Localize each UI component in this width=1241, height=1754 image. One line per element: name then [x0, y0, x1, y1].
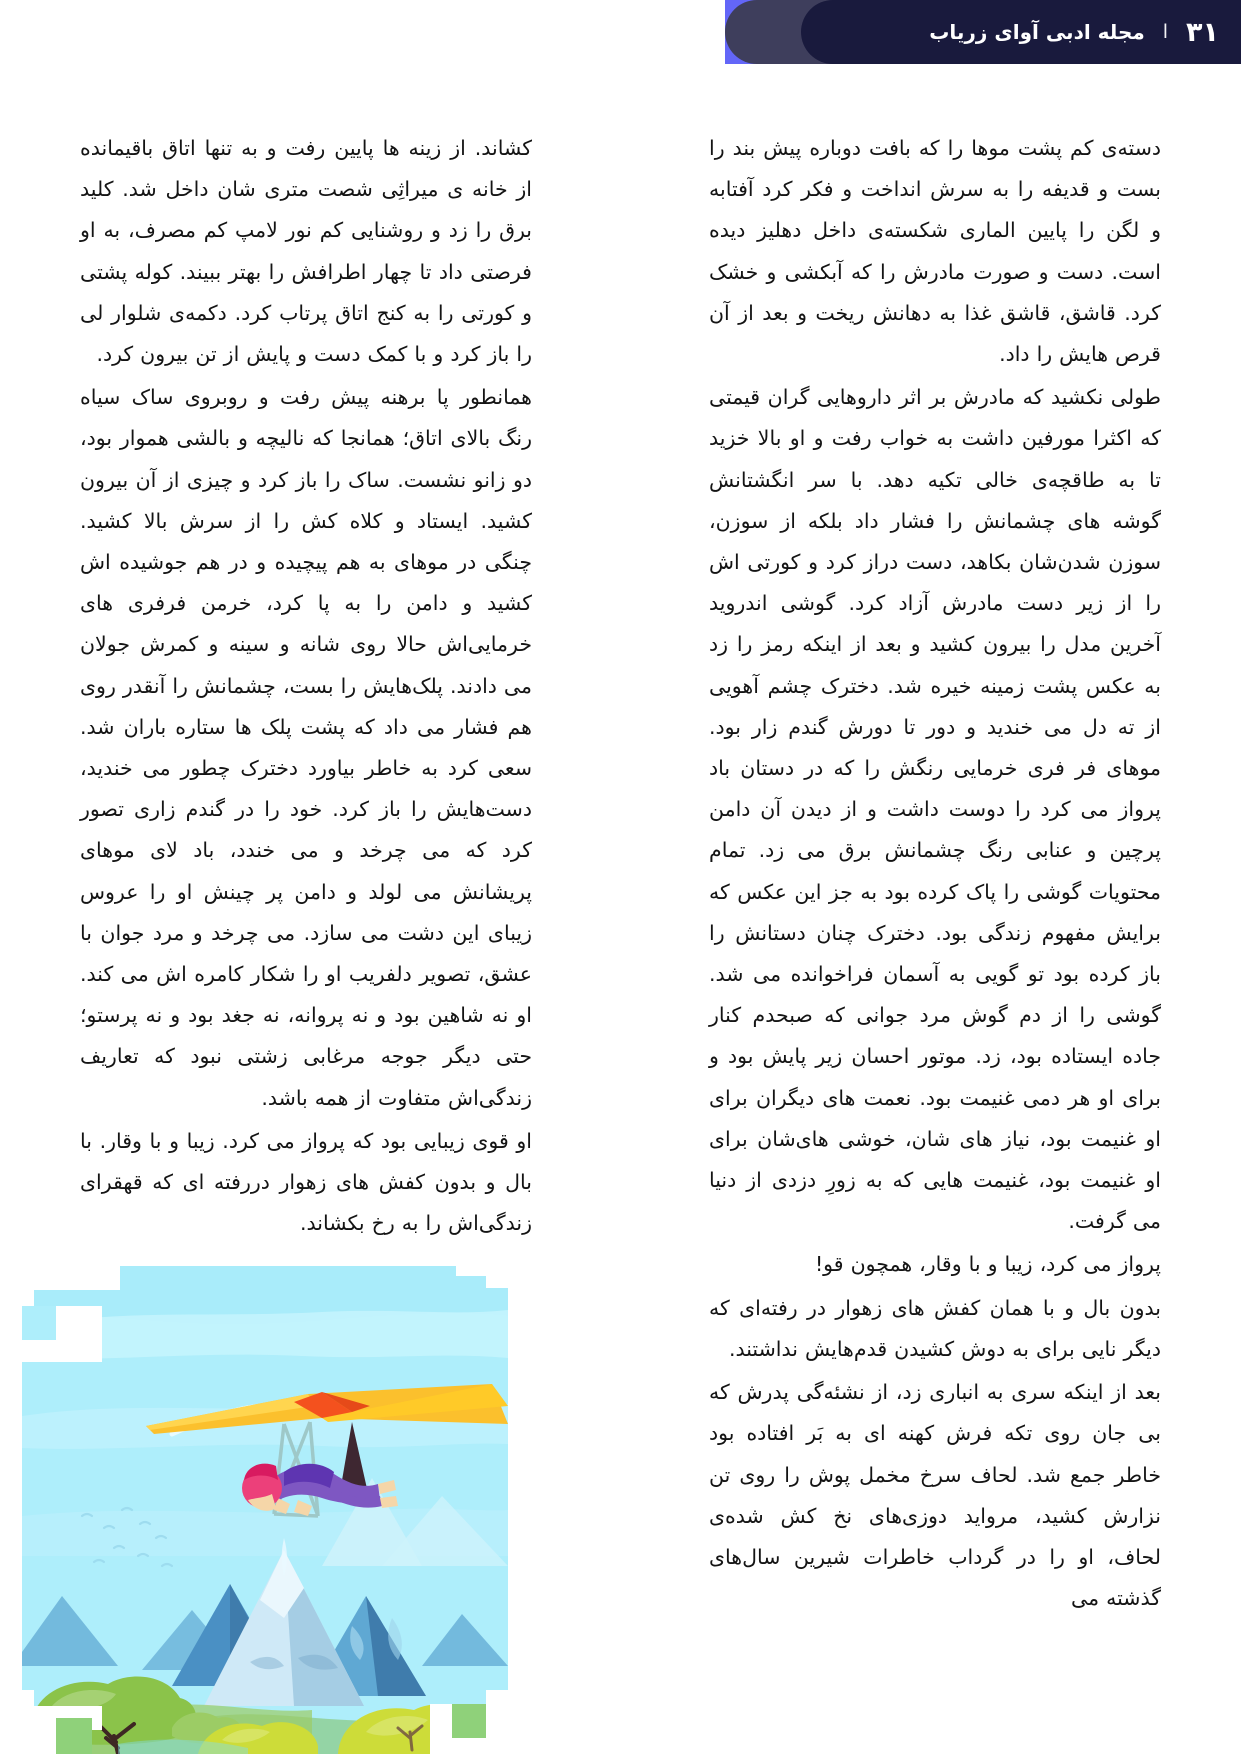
corner-accent-square-bottom-right [452, 1704, 486, 1738]
page-header-banner [725, 0, 1241, 64]
column-left [80, 128, 532, 1246]
paragraph: همانطور پا برهنه پیش رفت و روبروی ساک سیاه رنگ بالای اتاق؛ همانجا که نالیچه و بالشی هموار بود، دو زانو نشست. ساک را باز کرد و چیزی از آن بیرون کشید. ایستاد و کلاه کش را از سرش بالا کشید. چنگی در موهای به هم پیچیده و در هم جوشیده اش کشید و دامن را به پا کرد، خرمن فرفری های خرمایی‌اش حالا روی شانه و سینه و کمرش جولان می دادند. پلک‌هایش را بست، چشمانش را آنقدر روی هم فشار می داد که پشت پلک ها ستاره باران شد. سعی کرد به خاطر بیاورد دخترک چطور می خندید، دست‌هایش را باز کرد. خود را در گندم زاری تصور کرد که می چرخد و می خندد، باد لای موهای پریشانش می لولد و دامن پر چینش او را عروس زیبای این دشت می سازد. می چرخد و مرد جوان با عشق، تصویر دلفریب او را شکار کامره اش می کند. او نه شاهین بود و نه پروانه، نه جغد بود و نه پرستو؛ حتی دیگر جوجه مرغابی زشتی نبود که تعاریف زندگی‌اش متفاوت از همه باشد. [80, 385, 532, 1110]
corner-accent-square-top-left [22, 1306, 56, 1340]
magazine-title: مجله ادبی آوای زریاب [929, 20, 1145, 44]
corner-notch-top-step [56, 1306, 102, 1340]
page-number: ۳۱ [1186, 16, 1219, 48]
corner-notch-bottom-right-bar [430, 1738, 486, 1754]
paragraph: طولی نکشید که مادرش بر اثر داروهایی گران قیمتی که اکثرا مورفین داشت به خواب رفت و او بالا خزید تا به طاقچه‌ی خالی تکیه دهد. با سر انگشتانش گوشه های چشمانش را فشار داد بلکه از سوزن، سوزن شدن‌شان بکاهد، دست دراز کرد و کورتی اش را از زیر دست مادرش آزاد کرد. گوشی اندروید آخرین مدل را بیرون کشید و بعد از اینکه رمز را زد به عکس پشت زمینه خیره شد. دخترک چشم آهویی از ته دل می خندید و دور تا دورش گندم زار بود. موهای فر فری خرمایی رنگش را که در دستان باد پرواز می کرد را دوست داشت و از دیدن آن دامن پرچین و عنابی رنگ چشمانش برق می زد. تمام محتویات گوشی را پاک کرده بود به جز این عکس که برایش مفهوم زندگی بود. دخترک چنان دستانش را باز کرده بود تو گویی به آسمان فراخوانده می شد. گوشی را از دم گوش مرد جوانی که صبحدم کنار جاده ایستاده بود، زد. موتور احسان زیر پایش بود و برای او هر دمی غنیمت بود. نعمت های دیگران برای او غنیمت بود، نیاز های شان، خوشی های‌شان برای او غنیمت بود، غنیمت هایی که به زورِ دزدی از دنیا می گرفت. [709, 385, 1161, 1234]
corner-accent-square-bottom-left [56, 1718, 92, 1754]
paragraph: کشاند. از زینه ها پایین رفت و به تنها اتاق باقیمانده از خانه ی میراثِی شصت متری شان داخل شد. کلید برق را زد و روشنایی کم نور لامپ کم مصرف، به او فرصتی داد تا چهار اطرافش را بهتر ببیند. کوله پشتی و کورتی را به کنج اتاق پرتاب کرد. دکمه‌ی شلوار لی را باز کرد و با کمک دست و پایش از تن بیرون کرد. [80, 136, 532, 367]
column-right [709, 128, 1161, 1621]
corner-notch-bottom-step [22, 1718, 56, 1754]
header-separator: ا [1162, 20, 1169, 43]
corner-notch-top-step2 [22, 1340, 102, 1362]
corner-notch-top-bar [0, 1266, 120, 1290]
paragraph: او قوی زیبایی بود که پرواز می کرد. زیبا و با وقار. با بال و بدون کفش های زهوار دررفته ای که قهقرای زندگی‌اش را به رخ بکشاند. [80, 1128, 532, 1236]
corner-notch-bottom-right [486, 1690, 508, 1754]
paragraph: بدون بال و با همان کفش های زهوار در رفته‌ای که دیگر نایی برای به دوش کشیدن قدم‌هایش نداشتند. [709, 1295, 1161, 1361]
illustration-figure [0, 1266, 508, 1754]
paragraph: پرواز می کرد، زیبا و با وقار، همچون قو! [814, 1252, 1161, 1277]
paragraph: دسته‌ی کم پشت موها را که بافت دوباره پیش بند را بست و قدیفه را به سرش انداخت و فکر کرد آفتابه و لگن را پایین الماری شکسته‌ی داخل دهلیز دیده است. دست و صورت مادرش را که آبکشی و خشک کرد. قاشق، قاشق غذا به دهانش ریخت و بعد از آن قرص هایش را داد. [709, 136, 1161, 367]
header-band-navy [801, 0, 1241, 64]
paragraph: بعد از اینکه سری به انباری زد، از نشئه‌گی پدرش که بی جان روی تکه فرش کهنه ای به بَر افتاده بود خاطر جمع شد. لحاف سرخ مخمل پوش را روی تن نزارش کشید، مرواید دوزی‌های نخ کش شده‌ی لحاف، او را در گرداب خاطرات شیرین سال‌های گذشته می [709, 1380, 1161, 1611]
corner-notch-bottom-right-step [430, 1704, 452, 1738]
corner-notch-top-right [486, 1266, 508, 1288]
corner-notch-top-right-bar [456, 1266, 486, 1276]
